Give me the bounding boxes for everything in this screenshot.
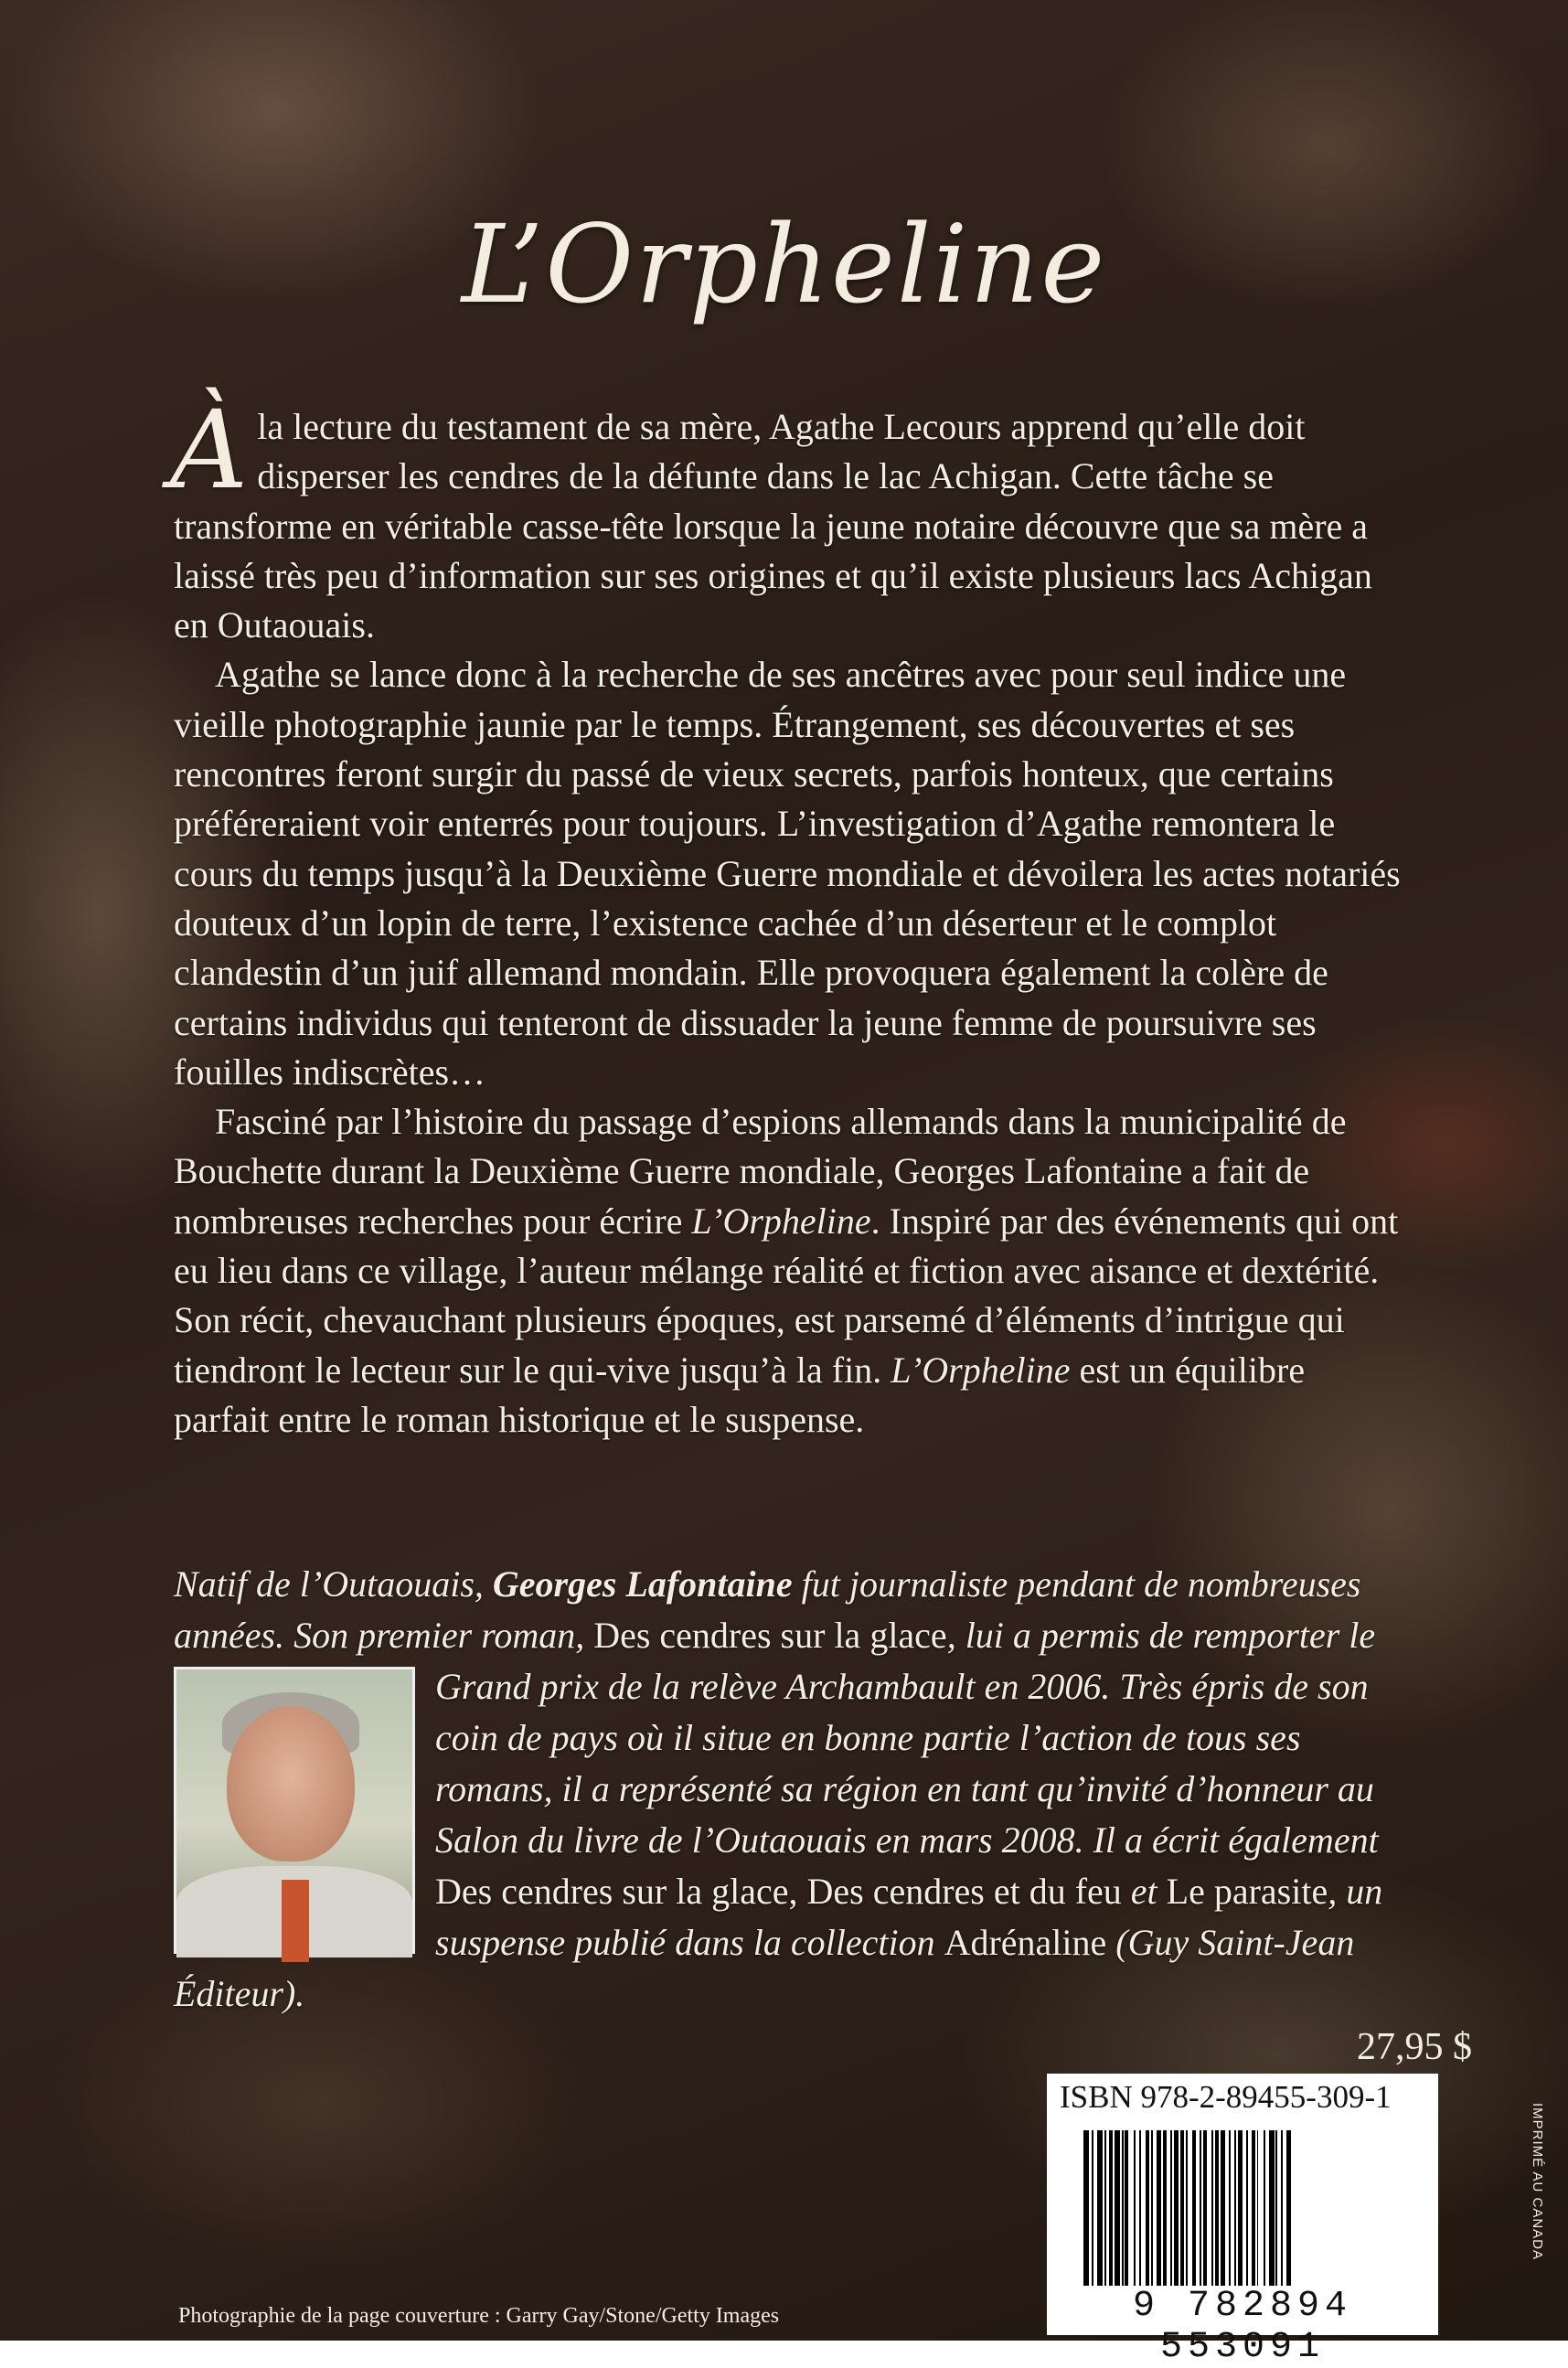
book-title-mention: Le parasite [1166,1871,1328,1912]
synopsis-paragraph-1 [170,387,1403,650]
bio-text: , lui a permis de remporter le Grand prix de la relève Archambault en 2006. Très épris de son coin de pays où il situe en bonne partie l’action de tous ses romans, il a représenté sa région en tant qu’invité d’honneur au Salon du livre de l’Outaouais en mars 2008. Il a écrit également [435,1615,1379,1861]
book-title-mention: Des cendres et du feu [806,1871,1122,1912]
drop-cap: À [170,387,249,513]
isbn-label: ISBN 978-2-89455-309-1 [1060,2079,1392,2115]
book-title-mention: Des cendres sur la glace, [435,1871,798,1912]
book-title: L’Orpheline [461,201,1107,327]
synopsis-text-3c: est un équilibre parfait entre le roman historique et le suspense. [174,1349,1306,1440]
isbn-barcode-box [1047,2074,1438,2368]
title-mention: L’Orpheline [891,1349,1071,1391]
author-name: Georges Lafontaine [492,1563,793,1605]
bio-text: Natif de l’Outaouais, [174,1563,493,1605]
barcode-digits: 9 782894 553091 [1132,2286,1353,2368]
synopsis-paragraph-3 [174,1097,1403,1445]
synopsis-text-1: la lecture du testament de sa mère, Agathe Lecours apprend qu’elle doit disperser les cendres de la défunte dans le lac Achigan. Cette tâche se transforme en véritable casse-tête lorsque la jeune notaire découvre que sa mère a laissé très peu d’information sur ses origines et qu’il existe plusieurs lacs Achigan en Outaouais. [174,406,1372,646]
bio-text: (Guy Saint-Jean Éditeur). [174,1922,1355,2014]
barcode-bar [1291,2130,1293,2286]
price: 27,95 $ [1357,2026,1472,2068]
collection-name: Adrénaline [944,1922,1107,1963]
author-photo [174,1667,415,1954]
printed-in-label: IMPRIMÉ AU CANADA [1530,2103,1545,2261]
synopsis-text-3a: Fasciné par l’histoire du passage d’espions allemands dans la municipalité de Bouchette durant la Deuxième Guerre mondiale, Georges Lafontaine a fait de nombreuses recherches pour écrire [174,1101,1347,1242]
author-bio [174,1559,1403,2020]
bio-text [797,1871,806,1912]
book-title-mention: Des cendres sur la glace [593,1615,947,1656]
synopsis-paragraph-2: Agathe se lance donc à la recherche de ses ancêtres avec pour seul indice une vieille photographie jaunie par le temps. Étrangement, ses découvertes et ses rencontres feront surgir du passé de vieux secrets, parfois honteux, que certains préféreraient voir enterrés pour toujours. L’investigation d’Agathe remontera le cours du temps jusqu’à la Deuxième Guerre mondiale et dévoilera les actes notariés douteux d’un lopin de terre, l’existence cachée d’un déserteur et le complot clandestin d’un juif allemand mondain. Elle provoquera également la colère de certains individus qui tenteront de dissuader la jeune femme de poursuivre ses fouilles indiscrètes… [174,654,1401,1093]
bio-text: et [1121,1871,1167,1912]
title-mention: L’Orpheline [691,1200,871,1242]
synopsis [170,387,1403,1445]
photo-credit: Photographie de la page couverture : Garry Gay/Stone/Getty Images [178,2304,780,2328]
bio-text: , un suspense publié dans la collection [435,1871,1383,1963]
synopsis-text-3b: . Inspiré par des événements qui ont eu lieu dans ce village, l’auteur mélange réalité et fiction avec aisance et dextérité. Son récit, chevauchant plusieurs époques, est parsemé d’éléments d’intrigue qui tiendront le lecteur sur le qui-vive jusqu’à la fin. [174,1200,1399,1391]
barcode-image [1083,2130,1422,2286]
bio-text: fut journaliste pendant de nombreuses années. Son premier roman, [174,1563,1361,1656]
